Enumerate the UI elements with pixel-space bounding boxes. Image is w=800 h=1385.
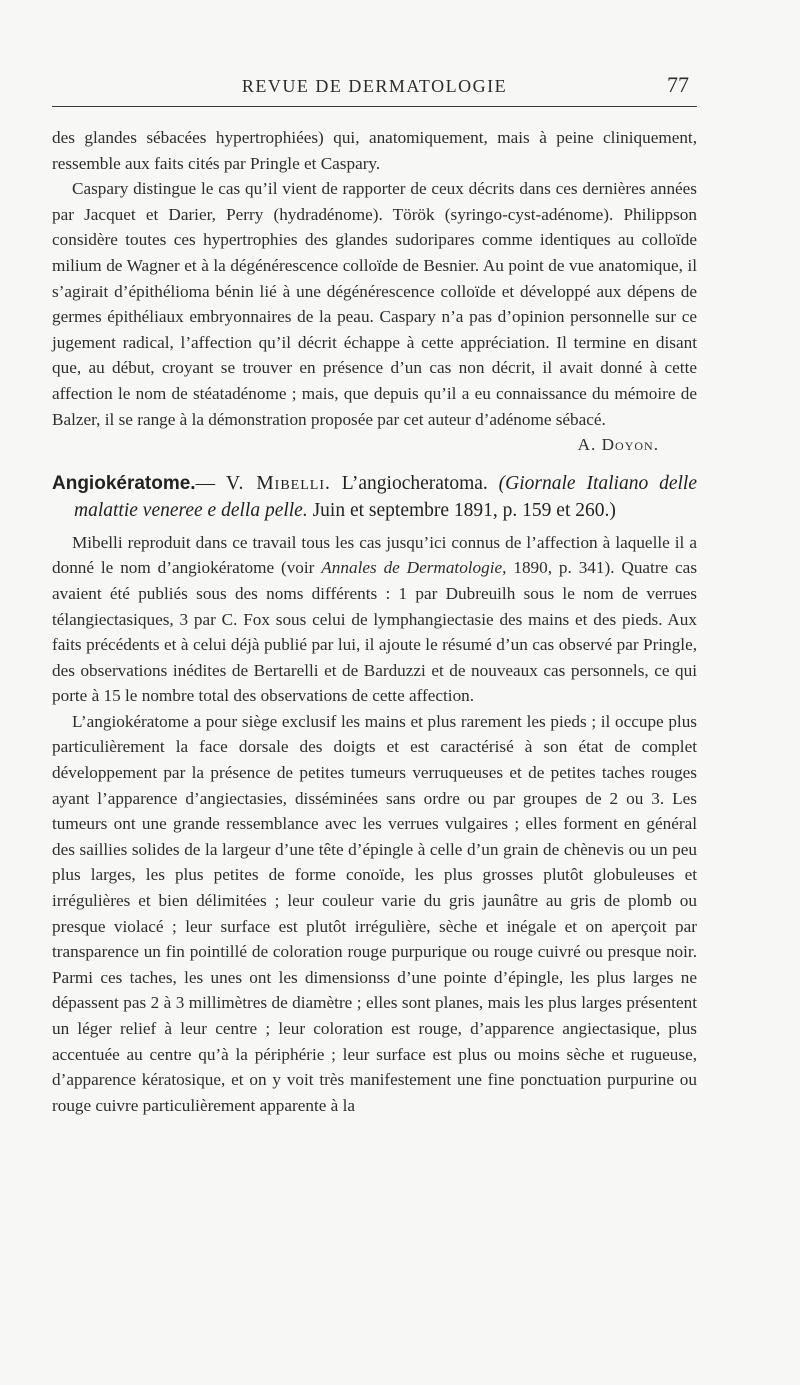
article-paragraph-1-part-b: 1890, p. 341). Quatre cas avaient été publiés sous des noms différents : 1 par Dubreuilh sous le nom de verrues télangiectasiques, 3 par C. Fox sous celui de lymphangiectasie des mains et des pieds. Aux faits précédents et à celui déjà publié par lui, il ajoute le résumé d’un cas observé par Pringle, des observations inédites de Bertarelli et de Barduzzi et de nouveaux cas personnels, ce qui porte à 15 le nombre total des observations de cette affection. (52, 558, 698, 706)
article-paragraph-1-part-a: Mibelli reproduit dans ce travail tous les cas jusqu’ici connus de l’affection à laquelle il a donné le nom d’angiokératome (voir (52, 532, 697, 578)
review-signature (52, 432, 697, 458)
continuation-paragraph-2: Caspary distingue le cas qu’il vient de rapporter de ceux décrits dans ces dernières années par Jacquet et Darier, Perry (hydradénome). Török (syringo-cyst-adénome). Philippson considère toutes ces hypertrophies des glandes sudoripares comme identiques au colloïde milium de Wagner et à la dégénérescence colloïde de Besnier. Au point de vue anatomique, il s’agirait d’épithélioma bénin lié à une dégénérescence colloïde et développé aux dépens de germes épithéliaux embryonnaires de la peau. Caspary n’a pas d’opinion personnelle sur ce jugement radical, l’affection qu’il décrit échappe à cette appréciation. Il termine en disant que, au début, croyant se trouver en présence d’un cas non décrit, il avait donné à cette affection le nom de stéatadénome ; mais, que depuis qu’il a eu connaissance du mémoire de Balzer, il se range à la démonstration proposée par cet auteur d’adénome sébacé. (52, 179, 697, 429)
article-title: L’angiocheratoma. (341, 472, 488, 494)
page-number: 77 (667, 72, 689, 97)
signature-name: A. Doyon. (577, 435, 659, 455)
article-paragraph-2: L’angiokératome a pour siège exclusif les mains et plus rarement les pieds ; il occupe plus particulièrement la face dorsale des doigts et est caractérisé à son état de complet développement par la présence de petites tumeurs verruqueuses et de petites taches rouges ayant l’apparence d’angiectasies, disséminées sans ordre ou par groupes de 2 ou 3. Les tumeurs ont une grande ressemblance avec les verrues vulgaires ; elles forment en général des saillies solides de la largeur d’une tête d’épingle à celle d’un grain de chènevis ou un peu plus larges, les plus petites de forme conoïde, les plus grosses plutôt globuleuses et irrégulières et bien délimitées ; leur couleur varie du gris jaunâtre au gris de plomb ou presque violacé ; leur surface est plutôt irrégulière, sèche et inégale et on aperçoit par transparence un fin pointillé de coloration rouge purpurique ou rouge cuivré ou presque noir. Parmi ces taches, les unes ont les dimensionss d’une pointe d’épingle, les plus larges ne dépassent pas 2 à 3 millimètres de diamètre ; elles sont planes, mais les plus larges présentent un léger relief à leur centre ; leur coloration est rouge, d’apparence angiectasique, plus accentuée au centre qu’à la périphérie ; leur surface est plus ou moins sèche et rugueuse, d’apparence kératosique, et on y voit très manifestement une fine ponctuation purpurine ou rouge cuivre particulièrement apparente à la (52, 711, 697, 1115)
article-keyword: Angiokératome. (52, 472, 196, 494)
continuation-paragraph-1: des glandes sébacées hypertrophiées) qui, anatomiquement, mais à peine cliniquement, ressemble aux faits cités par Pringle et Caspary. (52, 128, 697, 173)
article-date-pages: Juin et septembre 1891, p. 159 et 260.) (312, 499, 616, 521)
article-author: V. Mibelli. (225, 472, 331, 494)
article-journal: (Giornale Italiano delle malattie veneree e della pelle. (74, 472, 697, 521)
article-paragraph-1 (52, 530, 697, 709)
article-dash: — (195, 472, 216, 494)
article-paragraph-1-reference: Annales de Dermatologie, (321, 558, 507, 578)
running-header (52, 70, 697, 107)
article-body (52, 530, 697, 1119)
article-heading (52, 470, 697, 524)
journal-page (52, 70, 697, 1118)
continuation-section (52, 125, 697, 458)
running-title: REVUE DE DERMATOLOGIE (241, 76, 508, 96)
